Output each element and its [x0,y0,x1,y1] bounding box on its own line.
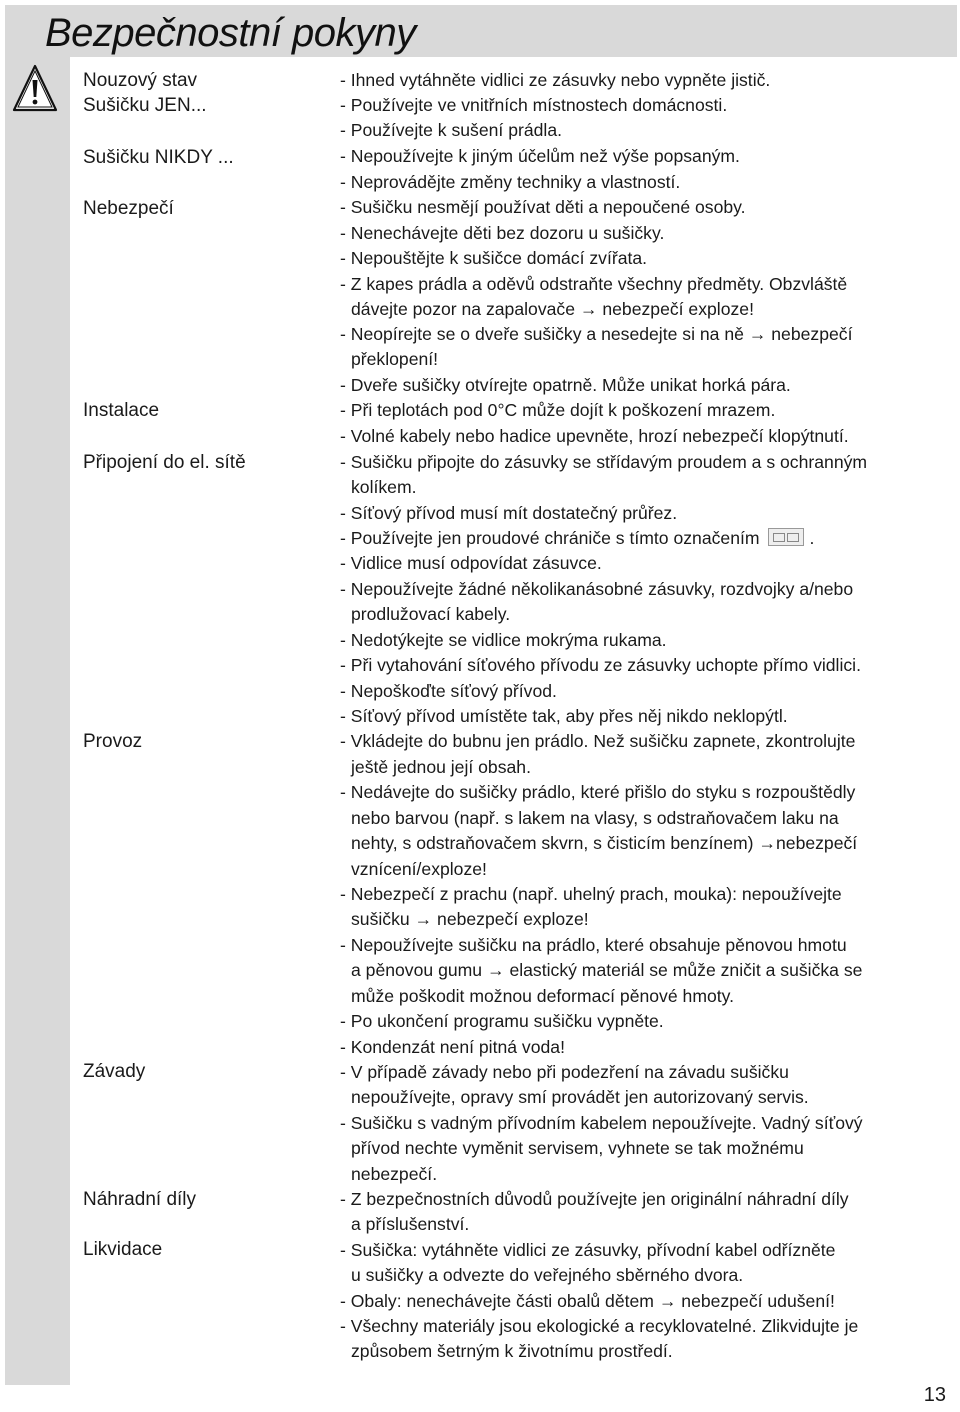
instruction-line: - V případě závady nebo při podezření na závadu sušičku [340,1062,789,1082]
instruction-line: u sušičky a odvezte do veřejného sběrného dvora. [351,1265,744,1285]
instruction-line: - Nenechávejte děti bez dozoru u sušičky. [340,223,665,243]
instruction-line: - Sušičku připojte do zásuvky se střídavým proudem a s ochranným [340,452,868,472]
instruction-line: může poškodit možnou deformací pěnové hmoty. [351,986,735,1006]
instruction-line: - Sušičku s vadným přívodním kabelem nepoužívejte. Vadný síťový [340,1113,863,1133]
instruction-line: - Ihned vytáhněte vidlici ze zásuvky nebo vypněte jistič. [340,70,771,90]
instruction-line: - Z bezpečnostních důvodů používejte jen originální náhradní díly [340,1189,849,1209]
instruction-line: prodlužovací kabely. [351,604,511,624]
instruction-line: - Nedávejte do sušičky prádlo, které přišlo do styku s rozpouštědly [340,782,856,802]
instruction-line: - Sušička: vytáhněte vidlici ze zásuvky, přívodní kabel odřízněte [340,1240,836,1260]
instruction-line: - Neopírejte se o dveře sušičky a nesedejte si na ně → nebezpečí [340,324,853,344]
instruction-line: - Nepoškoďte síťový přívod. [340,681,557,701]
instruction-line: nebo barvou (např. s lakem na vlasy, s odstraňovačem laku na [351,808,839,828]
instruction-line: vznícení/exploze! [351,859,487,879]
instruction-line: kolíkem. [351,477,417,497]
instruction-line: - Volné kabely nebo hadice upevněte, hrozí nebezpečí klopýtnutí. [340,426,849,446]
instruction-line: - Dveře sušičky otvírejte opatrně. Může unikat horká pára. [340,375,791,395]
section-label-disposal: Likvidace [83,1239,163,1260]
instruction-line: sušičku → nebezpečí exploze! [351,909,589,929]
instruction-line: - Po ukončení programu sušičku vypněte. [340,1011,664,1031]
instruction-line: - Sušičku nesmějí používat děti a nepoučené osoby. [340,197,746,217]
instruction-line-rcd [340,526,814,552]
section-label-spare-parts: Náhradní díly [83,1189,197,1210]
instruction-line: nehty, s odstraňovačem skvrn, s čisticím benzínem) →nebezpečí [351,833,858,853]
section-label-danger: Nebezpečí [83,198,174,219]
instruction-line: - Nebezpečí z prachu (např. uhelný prach, mouka): nepoužívejte [340,884,842,904]
page-title: Bezpečnostní pokyny [45,11,416,55]
instruction-line: - Používejte ve vnitřních místnostech domácnosti. [340,95,728,115]
instruction-line: překlopení! [351,349,439,369]
instruction-line: - Z kapes prádla a oděvů odstraňte všechny předměty. Obzvláště [340,274,848,294]
instruction-line: - Nedotýkejte se vidlice mokrýma rukama. [340,630,667,650]
instruction-line: ještě jednou její obsah. [351,757,531,777]
instruction-line: přívod nechte vyměnit servisem, vyhnete se tak možnému [351,1138,804,1158]
section-label-only: Sušičku JEN... [83,95,207,116]
section-label-never: Sušičku NIKDY ... [83,147,234,168]
instruction-line: - Kondenzát není pitná voda! [340,1037,565,1057]
instruction-line: - Nepouštějte k sušičce domácí zvířata. [340,248,648,268]
instruction-line: - Používejte k sušení prádla. [340,120,562,140]
section-label-installation: Instalace [83,400,160,421]
instruction-line: - Všechny materiály jsou ekologické a recyklovatelné. Zlikvidujte je [340,1316,859,1336]
instruction-line: - Obaly: nenechávejte části obalů dětem → nebezpečí udušení! [340,1291,835,1311]
instruction-line: - Síťový přívod musí mít dostatečný průřez. [340,503,678,523]
instruction-line: - Při teplotách pod 0°C může dojít k poškození mrazem. [340,400,776,420]
instruction-text: - Používejte jen proudové chrániče s tímto označením [340,528,760,548]
section-label-emergency: Nouzový stav [83,70,198,91]
left-margin-band [5,57,70,1385]
instruction-line: - Vkládejte do bubnu jen prádlo. Než sušičku zapnete, zkontrolujte [340,731,856,751]
rcd-symbol-icon [768,528,804,546]
instruction-line: - Při vytahování síťového přívodu ze zásuvky uchopte přímo vidlici. [340,655,861,675]
section-label-power-connection: Připojení do el. sítě [83,452,246,473]
page-number: 13 [923,1384,946,1406]
instruction-line: - Neprovádějte změny techniky a vlastností. [340,172,681,192]
section-label-faults: Závady [83,1061,146,1082]
warning-triangle-icon [12,62,58,116]
instruction-line: nebezpečí. [351,1164,438,1184]
instruction-line: - Nepoužívejte žádné několikanásobné zásuvky, rozdvojky a/nebo [340,579,854,599]
instruction-line: nepoužívejte, opravy smí provádět jen autorizovaný servis. [351,1087,809,1107]
instruction-line: - Nepoužívejte k jiným účelům než výše popsaným. [340,146,740,166]
instruction-line: a pěnovou gumu → elastický materiál se může zničit a sušička se [351,960,863,980]
instruction-line: - Vidlice musí odpovídat zásuvce. [340,553,602,573]
instruction-line: způsobem šetrným k životnímu prostředí. [351,1341,673,1361]
instruction-suffix: . [809,528,815,548]
instruction-line: - Síťový přívod umístěte tak, aby přes něj nikdo neklopýtl. [340,706,788,726]
instruction-line: dávejte pozor na zapalovače → nebezpečí exploze! [351,299,754,319]
instruction-line: a příslušenství. [351,1214,470,1234]
section-label-operation: Provoz [83,731,143,752]
instruction-line: - Nepoužívejte sušičku na prádlo, které obsahuje pěnovou hmotu [340,935,847,955]
header-band [5,5,957,57]
